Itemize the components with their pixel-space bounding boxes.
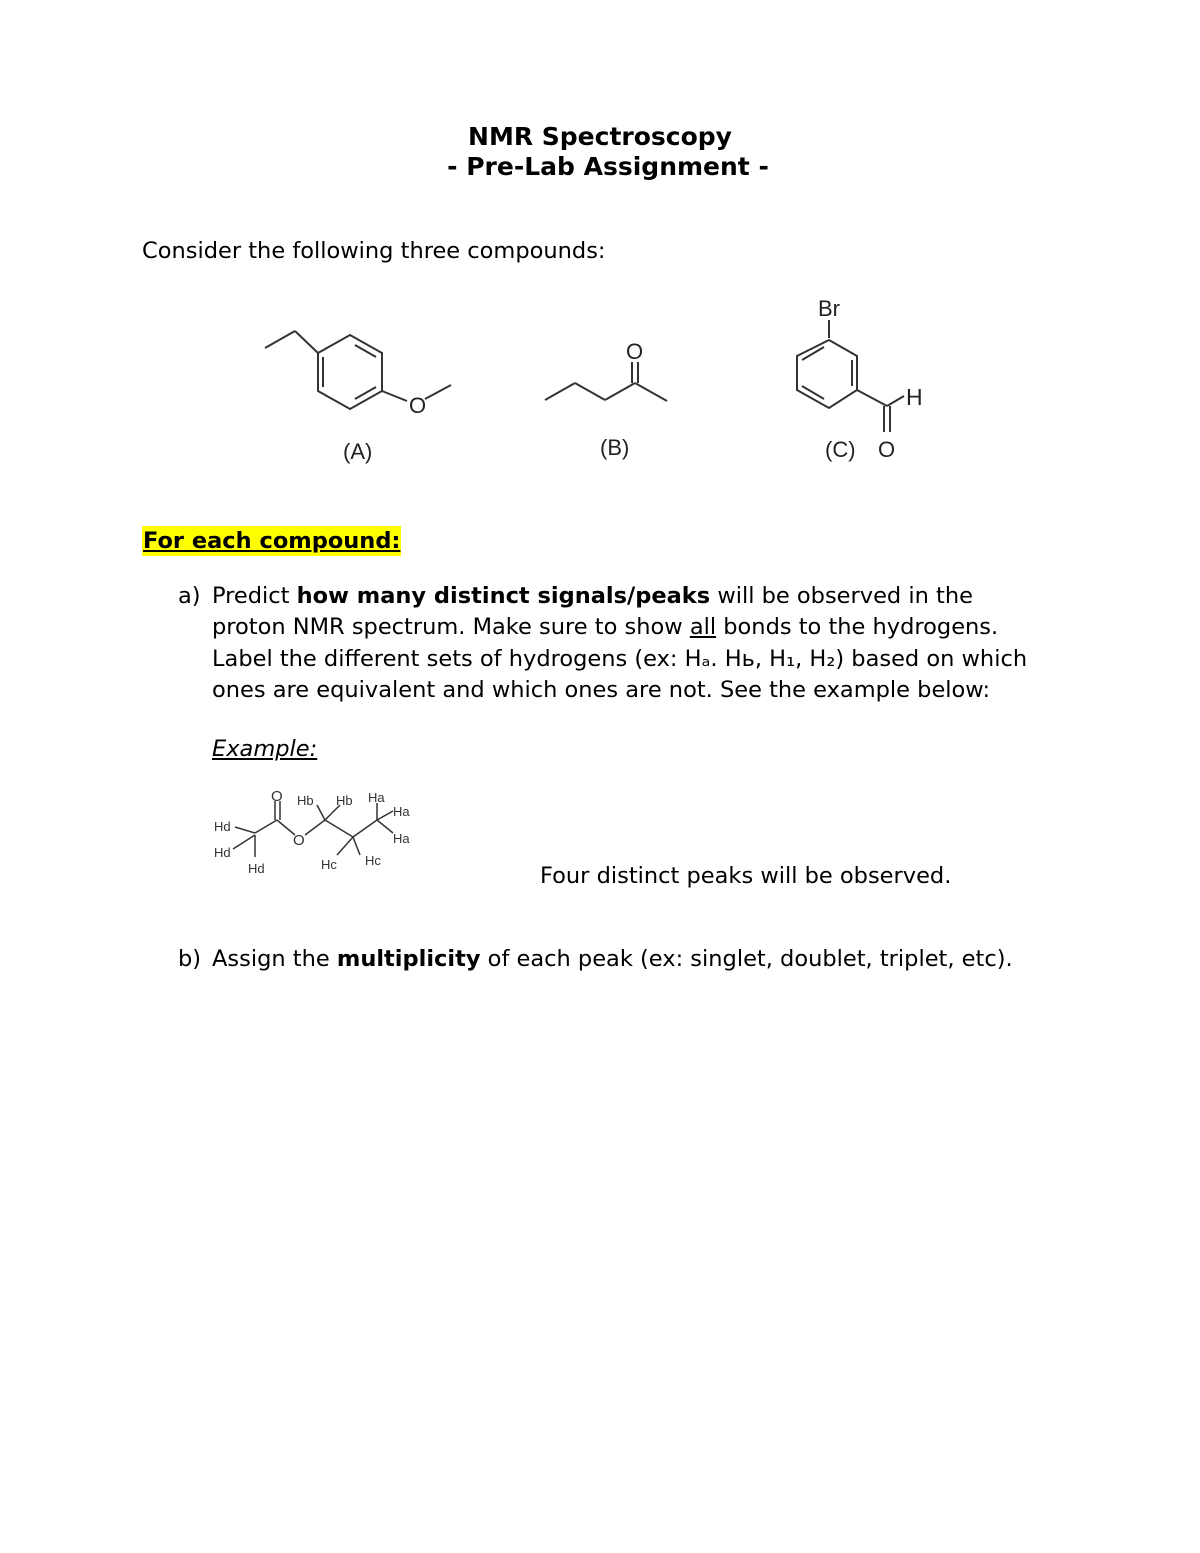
item-b-text: Assign the multiplicity of each peak (ex: singlet, doublet, triplet, etc). xyxy=(212,946,1013,972)
example-hc-2: Hc xyxy=(365,853,381,868)
item-a-line-2: proton NMR spectrum. Make sure to show all bonds to the hydrogens. xyxy=(212,614,999,641)
compound-a-structure xyxy=(255,305,465,475)
example-hd-1: Hd xyxy=(214,819,231,834)
example-ha-3: Ha xyxy=(393,831,410,846)
example-structure xyxy=(205,785,435,885)
example-ester-oxygen: O xyxy=(293,832,305,849)
item-a-emphasis: how many distinct signals/peaks xyxy=(296,583,711,609)
item-b-emphasis: multiplicity xyxy=(336,946,481,972)
item-a-line-3: Label the different sets of hydrogens (ex: Hₐ. Hь, H₁, H₂) based on which xyxy=(212,645,1028,672)
item-a-line-4: ones are equivalent and which ones are not. See the example below: xyxy=(212,676,991,703)
example-hd-2: Hd xyxy=(214,845,231,860)
compound-c-structure xyxy=(780,290,950,470)
compound-c-bromine: Br xyxy=(818,296,840,321)
document-subtitle: - Pre-Lab Assignment - xyxy=(447,152,769,181)
section-heading: For each compound: xyxy=(143,528,401,554)
example-heading: Example: xyxy=(212,736,318,762)
compound-c-hydrogen: H xyxy=(906,384,923,410)
compound-c-label: (C) xyxy=(825,437,856,462)
item-a-marker: a) xyxy=(178,583,201,609)
example-ha-1: Ha xyxy=(368,790,385,805)
compound-c-ring xyxy=(797,340,857,408)
item-a-underlined-word: all xyxy=(689,614,717,641)
compound-b-structure xyxy=(540,335,680,470)
example-hb-1: Hb xyxy=(297,793,314,808)
document-title: NMR Spectroscopy xyxy=(468,122,732,151)
example-hb-2: Hb xyxy=(336,793,353,808)
example-carbonyl-oxygen: O xyxy=(271,788,283,805)
compound-a-label: (A) xyxy=(343,439,373,464)
compound-c-oxygen: O xyxy=(878,437,896,462)
item-a-text xyxy=(212,581,1112,706)
example-hc-1: Hc xyxy=(321,857,337,872)
item-b-marker: b) xyxy=(178,946,202,972)
example-ha-2: Ha xyxy=(393,804,410,819)
intro-text: Consider the following three compounds: xyxy=(142,238,606,264)
compound-b-label: (B) xyxy=(600,435,630,460)
compound-b-oxygen: O xyxy=(626,339,644,364)
compound-a-oxygen: O xyxy=(409,393,427,418)
compound-a-ring xyxy=(318,335,382,409)
example-hd-3: Hd xyxy=(248,861,265,876)
example-caption: Four distinct peaks will be observed. xyxy=(540,863,952,889)
item-a-line-1: Predict how many distinct signals/peaks will be observed in the xyxy=(212,583,973,609)
